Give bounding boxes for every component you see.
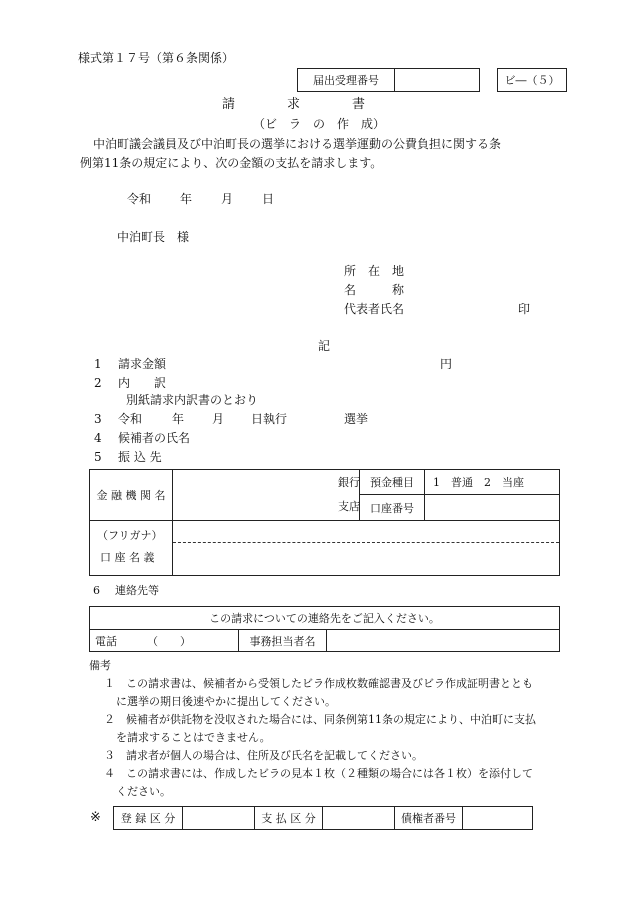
receipt-number-label: 届出受理番号 [313,74,379,87]
remark-3: ３ 請求者が個人の場合は、住所及び氏名を記載してください。 [104,749,423,762]
phone-area-code: （ ） [147,634,191,648]
phone-label: 電話 [95,634,117,648]
form-code: ビ―（５） [504,74,560,87]
item-1-label: 請求金額 [118,357,167,371]
remarks-heading: 備考 [89,659,111,672]
account-holder-field[interactable] [172,520,559,575]
contact-table [89,606,560,652]
item-5-number: 5 [94,450,102,464]
address-label: 所 在 地 [344,264,405,278]
remark-4-line-1: ４ この請求書には、作成したビラの見本１枚（２種類の場合には各１枚）を添付して [104,767,533,780]
bank-transfer-table [89,469,560,576]
form-number: 様式第１７号（第６条関係） [78,51,235,65]
item-2-number: 2 [94,376,102,390]
intro-line-2: 例第11条の規定により、次の金額の支払を請求します。 [80,156,383,170]
account-number-field[interactable] [424,494,559,520]
item-4-label: 候補者の氏名 [118,431,191,445]
date-year: 年 [180,192,193,206]
remark-2-line-2: を請求することはできません。 [116,731,271,744]
receipt-number-box [297,68,480,92]
document-subtitle: （ビ ラ の 作 成） [253,117,386,131]
item-3-day: 日執行 [251,412,288,426]
phone-field[interactable] [90,629,238,651]
branch-suffix: 支店 [338,500,360,513]
remark-4-line-2: ください。 [116,785,171,798]
registration-category-field[interactable] [182,807,254,829]
date-era: 令和 [127,192,152,206]
representative-label: 代表者氏名 [344,302,405,316]
item-2-label: 内 訳 [118,376,167,390]
office-use-mark: ※ [90,810,101,825]
yen-unit: 円 [440,357,453,371]
deposit-type-options[interactable]: 1 普通 2 当座 [424,470,559,494]
addressee: 中泊町長 様 [117,230,190,244]
account-holder-label: 口 座 名 義 [100,551,155,564]
payment-category-label: 支 払 区 分 [254,807,322,829]
item-3-election: 選挙 [344,412,369,426]
document-title: 請 求 書 [222,97,366,112]
institution-label: 金 融 機 関 名 [96,489,166,502]
date-day: 日 [262,192,275,206]
receipt-number-field[interactable] [394,69,479,91]
creditor-number-label: 債権者番号 [394,807,462,829]
seal-mark: 印 [518,302,531,316]
staff-name-field[interactable] [326,629,559,651]
ki-heading: 記 [318,339,331,353]
name-label: 名 称 [344,283,405,297]
deposit-type-label: 預金種目 [359,470,424,494]
remark-2-line-1: ２ 候補者が供託物を没収された場合には、同条例第11条の規定により、中泊町に支払 [104,713,536,726]
contact-label: 連絡先等 [115,584,159,597]
creditor-number-field[interactable] [462,807,532,829]
account-number-label: 口座番号 [359,494,424,520]
item-2-detail: 別紙請求内訳書のとおり [126,393,259,407]
item-1-number: 1 [94,357,102,371]
item-4-number: 4 [94,431,102,445]
intro-line-1: 中泊町議会議員及び中泊町長の選挙における選挙運動の公費負担に関する条 [93,137,502,151]
contact-number: 6 [93,584,100,597]
item-3-era: 令和 [118,412,143,426]
furigana-divider [173,542,559,543]
payment-category-field[interactable] [322,807,394,829]
date-month: 月 [221,192,234,206]
furigana-label: （フリガナ） [97,529,163,542]
staff-name-label: 事務担当者名 [238,629,326,651]
item-3-month: 月 [212,412,225,426]
item-3-year: 年 [172,412,185,426]
registration-category-label: 登 録 区 分 [120,812,176,825]
remark-1-line-2: に選挙の期日後速やかに提出してください。 [116,695,336,708]
bank-suffix: 銀行 [338,476,360,489]
remark-1-line-1: １ この請求書は、候補者から受領したビラ作成枚数確認書及びビラ作成証明書ととも [104,677,533,690]
item-5-label: 振 込 先 [118,450,162,464]
form-code-box [497,68,567,92]
office-use-table [113,806,533,830]
contact-notice: この請求についての連絡先をご記入ください。 [209,612,440,625]
item-3-number: 3 [94,412,102,426]
